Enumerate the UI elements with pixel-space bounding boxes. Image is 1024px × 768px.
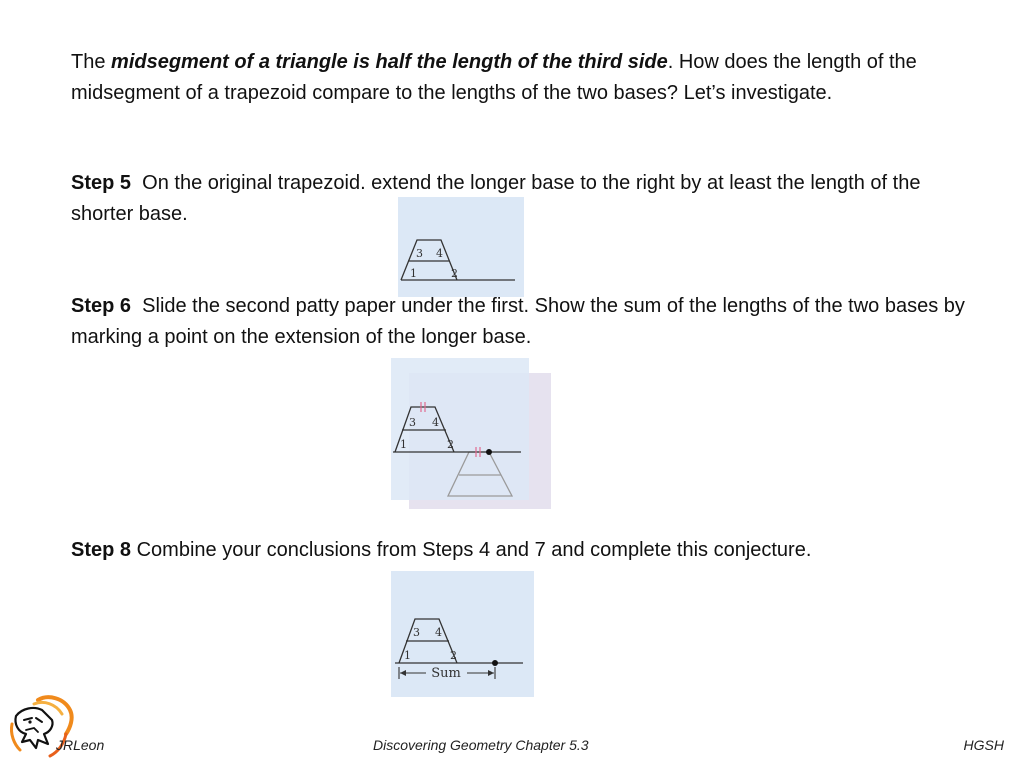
- footer-school: HGSH: [963, 737, 1004, 753]
- step-6-paragraph: [71, 291, 971, 353]
- intro-paragraph: [71, 47, 971, 109]
- step-8-figure: [391, 571, 534, 697]
- angle-label-1: 1: [410, 267, 417, 280]
- step-5-label: Step 5: [71, 172, 132, 194]
- step-5-figure: [398, 197, 524, 297]
- angle-label-2: 2: [451, 267, 458, 280]
- angle-label-4: 4: [436, 247, 443, 260]
- angle-label-3: 3: [413, 626, 420, 639]
- angle-label-2: 2: [450, 649, 457, 662]
- angle-label-4: 4: [432, 416, 439, 429]
- angle-label-1: 1: [404, 649, 411, 662]
- footer-author: JRLeon: [56, 737, 105, 753]
- intro-lead: The: [71, 51, 112, 73]
- step-6-figure: [391, 358, 553, 510]
- intro-rest: . How does the length of the midsegment of a trapezoid compare to the lengths of the two bases? Let’s investigate.: [71, 51, 917, 104]
- angle-label-3: 3: [416, 247, 423, 260]
- angle-label-4: 4: [435, 626, 442, 639]
- angle-label-3: 3: [409, 416, 416, 429]
- step-8-label: Step 8: [71, 539, 132, 561]
- intro-emphasis: midsegment of a triangle is half the length of the third side: [111, 51, 668, 73]
- sum-point: [486, 449, 492, 455]
- sum-label: Sum: [431, 666, 461, 681]
- step-8-text: Combine your conclusions from Steps 4 and 7 and complete this conjecture.: [136, 539, 812, 561]
- angle-label-1: 1: [400, 438, 407, 451]
- angle-label-2: 2: [447, 438, 454, 451]
- step-5-text: On the original trapezoid. extend the longer base to the right by at least the length of the shorter base.: [71, 172, 921, 225]
- step-6-label: Step 6: [71, 295, 132, 317]
- step-8-paragraph: [71, 535, 971, 566]
- sum-point: [492, 660, 498, 666]
- footer-title: Discovering Geometry Chapter 5.3: [373, 737, 589, 753]
- first-patty-paper: [391, 358, 529, 500]
- step-6-text: Slide the second patty paper under the first. Show the sum of the lengths of the two bases by marking a point on the extension of the longer base.: [71, 295, 965, 348]
